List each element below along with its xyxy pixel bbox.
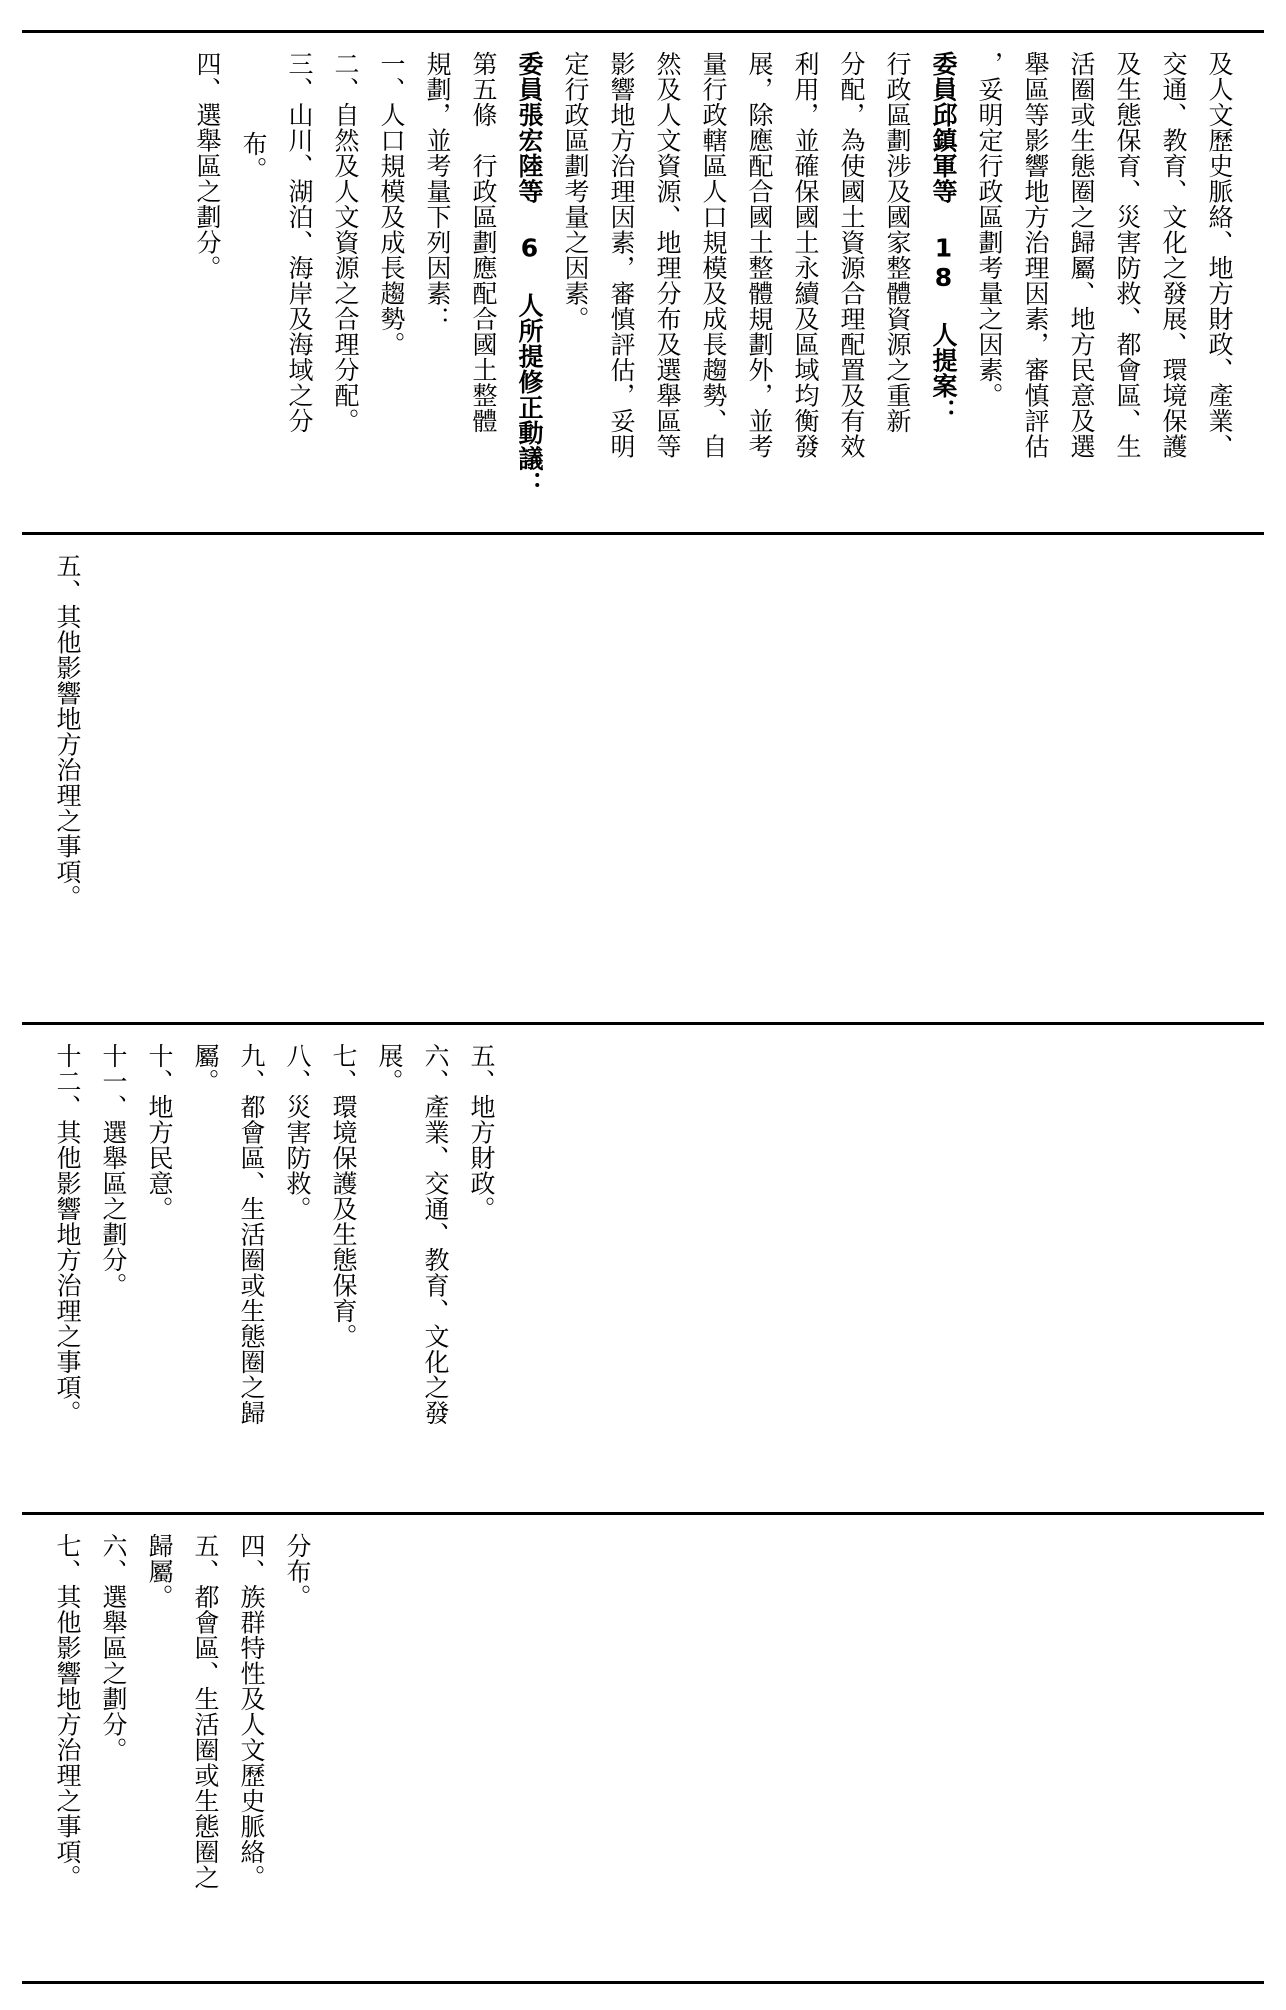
vertical-text-block bbox=[44, 535, 90, 1022]
text-line: 七、其他影響地方治理之事項。 bbox=[53, 1533, 82, 1890]
divider-line bbox=[22, 1981, 1264, 1984]
text-line: 一、人口規模及成長趨勢。 bbox=[377, 51, 406, 357]
motion-heading: 委員張宏陸等 6 人所提修正動議： bbox=[515, 51, 544, 497]
text-line: ，妥明定行政區劃考量之因素。 bbox=[975, 51, 1004, 408]
text-line: 定行政區劃考量之因素。 bbox=[561, 51, 590, 332]
text-segment-4 bbox=[22, 1515, 1264, 1981]
text-line: 展，除應配合國土整體規劃外，並考 bbox=[745, 51, 774, 459]
text-line: 五、其他影響地方治理之事項。 bbox=[53, 553, 82, 910]
text-line: 第五條 行政區劃應配合國土整體 bbox=[469, 51, 498, 434]
text-line: 四、族群特性及人文歷史脈絡。 bbox=[237, 1533, 266, 1890]
text-line: 四、選舉區之劃分。 bbox=[193, 51, 222, 281]
text-line: 歸屬。 bbox=[145, 1533, 174, 1610]
text-line: 交通、教育、文化之發展、環境保護 bbox=[1159, 51, 1188, 459]
text-line: 六、選舉區之劃分。 bbox=[99, 1533, 128, 1763]
text-line: 利用，並確保國土永續及區域均衡發 bbox=[791, 51, 820, 459]
vertical-text-block bbox=[44, 1515, 320, 1981]
text-line: 布。 bbox=[239, 131, 268, 182]
text-line: 六、產業、交通、教育、文化之發 bbox=[421, 1043, 450, 1426]
text-line: 五、地方財政。 bbox=[467, 1043, 496, 1222]
text-line: 及人文歷史脈絡、地方財政、產業、 bbox=[1205, 51, 1234, 459]
text-line: 分布。 bbox=[283, 1533, 312, 1610]
text-line: 活圈或生態圈之歸屬、地方民意及選 bbox=[1067, 51, 1096, 459]
text-segment-1 bbox=[22, 33, 1264, 532]
text-segment-2 bbox=[22, 535, 1264, 1022]
vertical-text-block bbox=[44, 1025, 504, 1512]
text-line: 八、災害防救。 bbox=[283, 1043, 312, 1222]
text-line: 然及人文資源、地理分布及選舉區等 bbox=[653, 51, 682, 459]
text-line: 展。 bbox=[375, 1043, 404, 1094]
text-line: 三、山川、湖泊、海岸及海域之分 bbox=[285, 51, 314, 434]
text-line: 十、地方民意。 bbox=[145, 1043, 174, 1222]
text-line: 及生態保育、災害防救、都會區、生 bbox=[1113, 51, 1142, 459]
vertical-text-block bbox=[184, 33, 1242, 532]
proposal-heading: 委員邱鎮軍等 18 人提案： bbox=[929, 51, 958, 424]
text-line: 七、環境保護及生態保育。 bbox=[329, 1043, 358, 1349]
text-line: 舉區等影響地方治理因素，審慎評估 bbox=[1021, 51, 1050, 459]
text-segment-3 bbox=[22, 1025, 1264, 1512]
text-line: 二、自然及人文資源之合理分配。 bbox=[331, 51, 360, 434]
text-line: 十二、其他影響地方治理之事項。 bbox=[53, 1043, 82, 1426]
text-line: 九、都會區、生活圈或生態圈之歸 bbox=[237, 1043, 266, 1426]
text-line: 分配，為使國土資源合理配置及有效 bbox=[837, 51, 866, 459]
text-line: 五、都會區、生活圈或生態圈之 bbox=[191, 1533, 220, 1890]
text-line: 十一、選舉區之劃分。 bbox=[99, 1043, 128, 1298]
text-line: 行政區劃涉及國家整體資源之重新 bbox=[883, 51, 912, 434]
text-line: 規劃，並考量下列因素： bbox=[423, 51, 452, 332]
text-line: 影響地方治理因素，審慎評估，妥明 bbox=[607, 51, 636, 459]
text-line: 屬。 bbox=[191, 1043, 220, 1094]
text-line: 量行政轄區人口規模及成長趨勢、自 bbox=[699, 51, 728, 459]
